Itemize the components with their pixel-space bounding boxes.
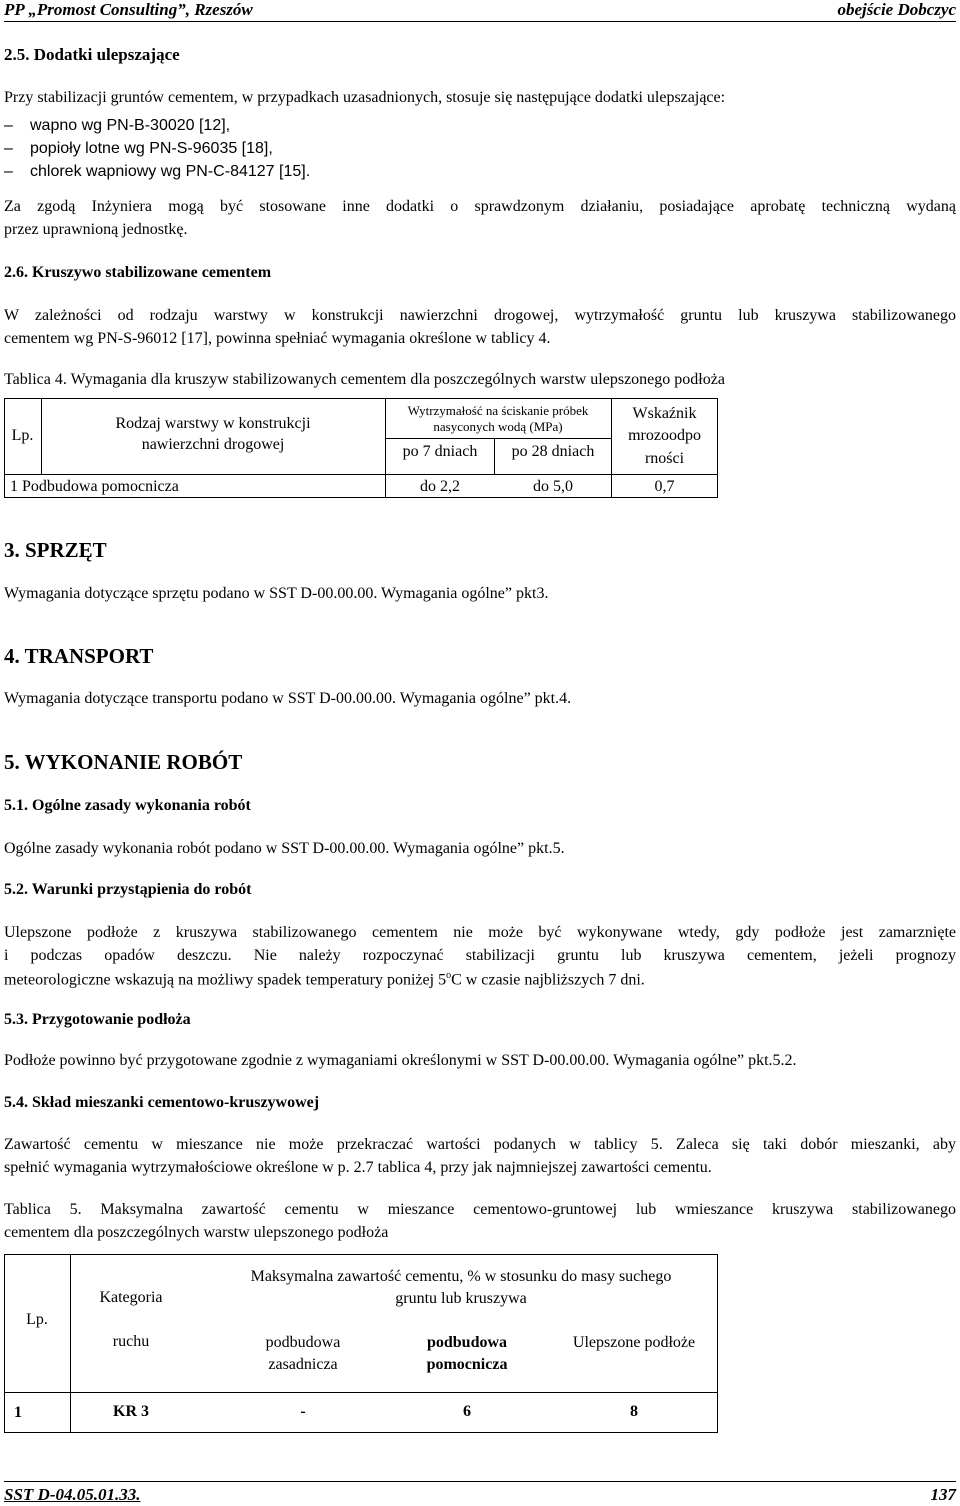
col-header-max-cement: Maksymalna zawartość cementu, % w stosunku do masy suchego gruntu lub kruszywa (250, 1268, 672, 1308)
section-heading-2-5: 2.5. Dodatki ulepszające (4, 45, 180, 64)
table-4-caption: Tablica 4. Wymagania dla kruszyw stabilizowanych cementem dla poszczególnych warstw ulepszonego podłoża (4, 371, 725, 388)
paragraph-line: W zależności od rodzaju warstwy w konstrukcji nawierzchni drogowej, wytrzymałość gruntu lub kruszywa stabilizowanego (4, 307, 956, 324)
paragraph-line: Podłoże powinno być przygotowane zgodnie z wymaganiami określonymi w SST D-00.00.00. Wymagania ogólne” pkt.5.2. (4, 1052, 797, 1069)
section-heading-5: 5. WYKONANIE ROBÓT (4, 750, 243, 774)
list-item: – popioły lotne wg PN-S-96035 [18], (4, 140, 273, 157)
col-header-rodzaj: Rodzaj warstwy w konstrukcji nawierzchni drogowej (115, 415, 311, 453)
col-header-podbudowa-pomocnicza: podbudowa pomocnicza (426, 1334, 508, 1374)
footer-rule (4, 1481, 956, 1482)
list-item: – chlorek wapniowy wg PN-C-84127 [15]. (4, 163, 311, 180)
cell-pomocnicza: 6 (463, 1403, 471, 1420)
section-heading-4: 4. TRANSPORT (4, 644, 154, 668)
paragraph-line: meteorologiczne wskazują na możliwy spadek temperatury poniżej 5$^o$C w czasie najbliższych 7 dni. (4, 970, 645, 989)
section-heading-5-4: 5.4. Skład mieszanki cementowo-kruszywowej (4, 1094, 320, 1111)
header-company: PP „Promost Consulting”, Rzeszów (4, 0, 253, 19)
section-heading-5-3: 5.3. Przygotowanie podłoża (4, 1011, 191, 1028)
col-header-7-dni: po 7 dniach (402, 443, 478, 460)
section-heading-3: 3. SPRZĘT (4, 538, 107, 562)
paragraph-line: Ulepszone podłoże z kruszywa stabilizowanego cementem nie może być wykonywane wtedy, gdy podłoże jest zamarznięte (4, 924, 956, 941)
cell-kategoria: KR 3 (113, 1403, 149, 1420)
cell-ulepszone: 8 (630, 1403, 638, 1420)
section-heading-5-2: 5.2. Warunki przystąpienia do robót (4, 881, 252, 898)
col-header-ulepszone-podloze: Ulepszone podłoże (572, 1334, 696, 1351)
section-heading-2-6: 2.6. Kruszywo stabilizowane cementem (4, 264, 272, 281)
paragraph-line: Ogólne zasady wykonania robót podano w SST D-00.00.00. Wymagania ogólne” pkt.5. (4, 840, 565, 857)
footer-spec-id: SST D-04.05.01.33. (4, 1485, 141, 1504)
list-item: – wapno wg PN-B-30020 [12], (4, 117, 231, 134)
paragraph-line: Za zgodą Inżyniera mogą być stosowane inne dodatki o sprawdzonym działaniu, posiadające aprobatę techniczną wydaną (4, 198, 956, 215)
table-5-caption-cont: cementem dla poszczególnych warstw ulepszonego podłoża (4, 1224, 389, 1241)
table-5-caption: Tablica 5. Maksymalna zawartość cementu w mieszance cementowo-gruntowej lub wmieszance kruszywa stabilizowanego (4, 1201, 956, 1218)
cell-wskaznik: 0,7 (654, 478, 675, 495)
section-heading-5-1: 5.1. Ogólne zasady wykonania robót (4, 797, 251, 814)
col-header-wytrzymalosc: Wytrzymałość na ściskanie próbek nasyconych wodą (MPa) (407, 403, 589, 434)
paragraph-line: Wymagania dotyczące transportu podano w SST D-00.00.00. Wymagania ogólne” pkt.4. (4, 690, 572, 707)
paragraph-line: Wymagania dotyczące sprzętu podano w SST D-00.00.00. Wymagania ogólne” pkt3. (4, 585, 549, 602)
col-header-kategoria: Kategoria (99, 1289, 163, 1306)
cell-7-dni: do 2,2 (420, 478, 460, 495)
paragraph-line: i podczas opadów deszczu. Nie należy rozpoczynać stabilizacji gruntu lub kruszywa cementem, jeżeli prognozy (4, 947, 956, 964)
col-header-28-dni: po 28 dniach (511, 443, 595, 460)
col-header-ruchu: ruchu (112, 1333, 150, 1350)
col-header-wskaznik: Wskaźnik mrozoodpo rności (628, 405, 701, 467)
header-location: obejście Dobczyc (837, 0, 956, 19)
cell-lp: 1 (14, 1404, 22, 1421)
page-number: 137 (930, 1485, 956, 1504)
paragraph-line: Zawartość cementu w mieszance nie może przekraczać wartości podanych w tablicy 5. Zaleca się taki dobór mieszanki, aby (4, 1136, 956, 1153)
cell-lp: 1 (10, 478, 18, 495)
cell-rodzaj: Podbudowa pomocnicza (22, 478, 179, 495)
paragraph-line: przez uprawnioną jednostkę. (4, 221, 188, 238)
paragraph-line: spełnić wymagania wytrzymałościowe określone w p. 2.7 tablica 4, przy jak najmniejszej zawartości cementu. (4, 1159, 712, 1176)
paragraph-line: cementem wg PN-S-96012 [17], powinna spełniać wymagania określone w tablicy 4. (4, 330, 551, 347)
paragraph-intro: Przy stabilizacji gruntów cementem, w przypadkach uzasadnionych, stosuje się następujące dodatki ulepszające: (4, 89, 726, 106)
col-header-lp: Lp. (26, 1311, 48, 1328)
cell-zasadnicza: - (300, 1403, 306, 1420)
header-rule (4, 21, 956, 22)
col-header-podbudowa-zasadnicza: podbudowa zasadnicza (265, 1334, 341, 1374)
col-header-lp: Lp. (11, 427, 34, 444)
cell-28-dni: do 5,0 (533, 478, 573, 495)
